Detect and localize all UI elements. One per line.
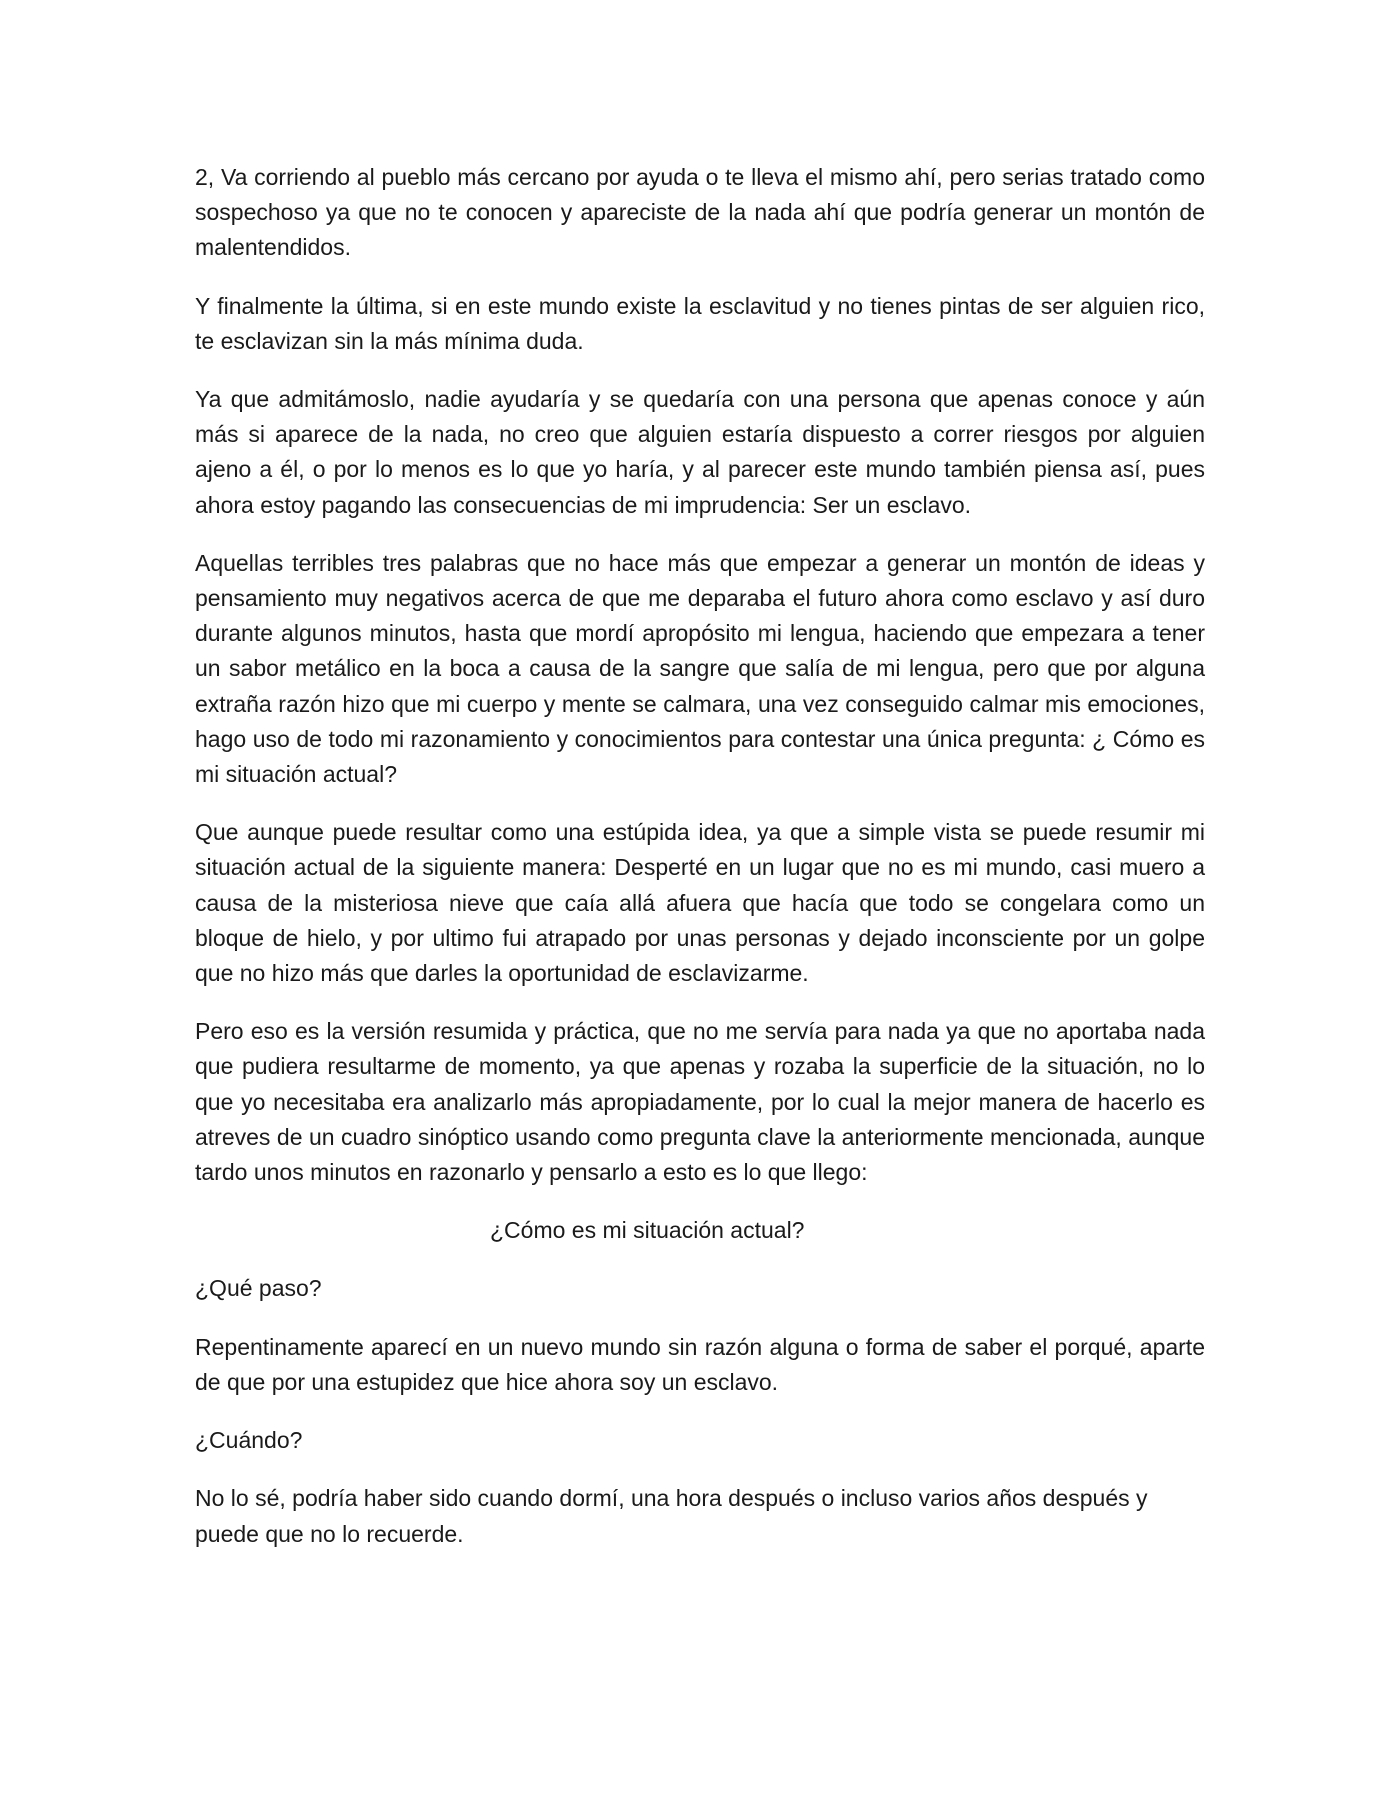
center-heading: ¿Cómo es mi situación actual? xyxy=(490,1217,805,1244)
paragraph-final-option: Y finalmente la última, si en este mundo existe la esclavitud y no tienes pintas de ser alguien rico, te esclavizan sin la más mínima duda. xyxy=(195,292,1205,354)
paragraph-analysis: Pero eso es la versión resumida y práctica, que no me servía para nada ya que no aportaba nada que pudiera resultarme de momento, ya que apenas y rozaba la superficie de la situación, no lo que yo necesitaba era analizarlo más apropiadamente, por lo cual la mejor manera de hacerlo es atreves de un cuadro sinóptico usando como pregunta clave la anteriormente mencionada, aunque tardo unos minutos en razonarlo y pensarlo a esto es lo que llego: xyxy=(195,1018,1205,1186)
paragraph-admission: Ya que admitámoslo, nadie ayudaría y se quedaría con una persona que apenas conoce y aún más si aparece de la nada, no creo que alguien estaría dispuesto a correr riesgos por alguien ajeno a él, o por lo menos es lo que yo haría, y al parecer este mundo también piensa así, pues ahora estoy pagando las consecuencias de mi imprudencia: Ser un esclavo. xyxy=(195,386,1205,518)
paragraph-summary: Que aunque puede resultar como una estúpida idea, ya que a simple vista se puede resumir mi situación actual de la siguiente manera: Desperté en un lugar que no es mi mundo, casi muero a causa de la misteriosa nieve que caía allá afuera que hacía que todo se congelara como un bloque de hielo, y por ultimo fui atrapado por unas personas y dejado inconsciente por un golpe que no hizo más que darles la oportunidad de esclavizarme. xyxy=(195,819,1205,987)
paragraph-option-two: 2, Va corriendo al pueblo más cercano por ayuda o te lleva el mismo ahí, pero serias tratado como sospechoso ya que no te conocen y apareciste de la nada ahí que podría generar un montón de malentendidos. xyxy=(195,164,1205,261)
answer-when: No lo sé, podría haber sido cuando dormí, una hora después o incluso varios años después y puede que no lo recuerde. xyxy=(195,1485,1148,1547)
question-when: ¿Cuándo? xyxy=(195,1427,303,1454)
answer-what-happened: Repentinamente aparecí en un nuevo mundo sin razón alguna o forma de saber el porqué, aparte de que por una estupidez que hice ahora soy un esclavo. xyxy=(195,1333,1205,1395)
paragraph-three-words: Aquellas terribles tres palabras que no hace más que empezar a generar un montón de ideas y pensamiento muy negativos acerca de que me deparaba el futuro ahora como esclavo y así duro durante algunos minutos, hasta que mordí apropósito mi lengua, haciendo que empezara a tener un sabor metálico en la boca a causa de la sangre que salía de mi lengua, pero que por alguna extraña razón hizo que mi cuerpo y mente se calmara, una vez conseguido calmar mis emociones, hago uso de todo mi razonamiento y conocimientos para contestar una única pregunta: ¿ Cómo es mi situación actual? xyxy=(195,549,1205,788)
document-page xyxy=(195,160,1205,1575)
question-what-happened: ¿Qué paso? xyxy=(195,1275,322,1302)
